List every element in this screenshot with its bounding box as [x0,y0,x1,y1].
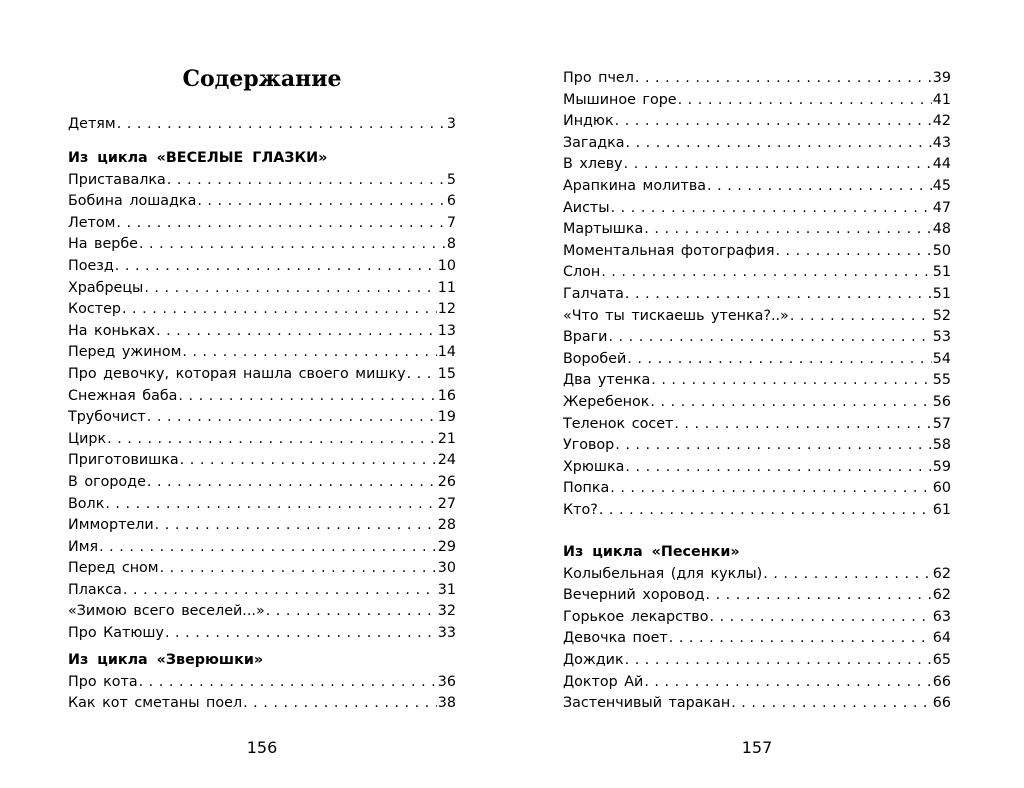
zveryushki-continued [563,68,951,521]
dot-leader [139,672,437,694]
contents-title: Содержание [182,66,342,92]
entry-page: 43 [932,134,951,151]
dot-leader [635,68,932,90]
toc-entry [563,414,951,436]
entry-title: Попка [563,480,610,497]
toc-entry [563,111,951,133]
toc-entry [563,327,951,349]
entry-title: Про девочку, которая нашла своего мишку [68,365,406,382]
entry-title: Загадка [563,134,625,151]
dot-leader [107,429,437,451]
dot-leader [625,650,932,672]
toc-entry [563,154,951,176]
entry-title: Перед сном [68,560,159,577]
dot-leader [651,370,932,392]
entry-title: Жеребенок [563,393,650,410]
toc-entry [68,407,456,429]
dot-leader [99,537,437,559]
dot-leader [180,450,437,472]
entry-title: На коньках [68,322,156,339]
entry-title: Приставалка [68,171,166,188]
entry-page: 24 [437,452,456,469]
page-number: 157 [741,738,773,757]
entry-title: Мышиное горе [563,91,677,108]
section-veselye-glazki [68,148,456,645]
entry-page: 38 [437,695,456,712]
entry-page: 39 [932,70,951,86]
entry-page: 26 [437,473,456,490]
entry-page: 62 [932,565,951,582]
dot-leader [243,693,437,715]
toc-entry [563,349,951,371]
entry-page: 19 [437,409,456,426]
entry-title: Застенчивый таракан [563,695,731,712]
entry-page: 61 [932,501,951,518]
entry-title: Снежная баба [68,387,178,404]
entry-page: 51 [932,285,951,302]
dot-leader [147,472,437,494]
entry-page: 57 [932,415,951,432]
toc-entry [68,580,456,602]
dot-leader [611,198,932,220]
entry-title: Перед ужином [68,344,182,361]
entry-page: 55 [932,372,951,389]
toc-entry [68,321,456,343]
toc-entry [68,429,456,451]
entry-page: 59 [932,458,951,475]
entry-title: «Зимою всего веселей...» [68,603,265,620]
dot-leader [105,494,436,516]
dot-leader [644,672,931,694]
toc-entry [68,693,456,715]
entry-title: Иммортели [68,517,154,534]
toc-entry [68,558,456,580]
entry-page: 7 [446,214,456,231]
dot-leader [599,500,932,522]
entry-title: Горькое лекарство [563,608,709,625]
toc-entry [68,170,456,192]
toc-entry [68,386,456,408]
toc-entry [68,278,456,300]
entry-list [68,170,456,645]
toc-entry [563,90,951,112]
toc-entry [68,114,456,136]
entry-title: В хлеву [563,156,623,173]
dot-leader [625,133,931,155]
toc-entry [68,601,456,623]
toc-entry [68,494,456,516]
toc-entry [563,500,951,522]
entry-title: Мартышка [563,221,644,238]
toc-entry [563,133,951,155]
dot-leader [123,580,437,602]
entry-title: На вербе [68,236,138,253]
entry-title: Волк [68,495,105,512]
entry-page: 21 [437,430,456,447]
toc-entry [563,672,951,694]
entry-page: 28 [437,517,456,534]
toc-entry [563,478,951,500]
entry-title: Уговор [563,437,615,454]
entry-page: 54 [932,350,951,367]
entry-page: 29 [437,538,456,555]
toc-entry [563,564,951,586]
dot-leader [763,564,932,586]
dot-leader [407,364,437,386]
toc-entry [68,450,456,472]
page-number: 156 [246,738,278,757]
dot-leader [182,342,436,364]
entry-list [563,68,951,521]
entry-page: 36 [437,673,456,690]
toc-entry [68,234,456,256]
dot-leader [610,478,932,500]
entry-title: Девочка поет [563,630,668,647]
entry-title: Плакса [68,581,122,598]
dot-leader [608,327,931,349]
entry-title: В огороде [68,473,146,490]
dot-leader [615,435,932,457]
entry-list [68,672,456,715]
top-entries [68,114,456,136]
toc-entry [563,219,951,241]
entry-title: Дождик [563,651,624,668]
entry-title: Хрюшка [563,458,625,475]
toc-entry [68,191,456,213]
toc-entry [563,241,951,263]
dot-leader [674,414,931,436]
entry-title: Враги [563,329,608,346]
section-zveryushki [68,650,456,715]
section-pesenki [563,542,951,715]
entry-title: Имя [68,538,99,555]
dot-leader [115,256,437,278]
toc-entry [563,370,951,392]
section-heading: Из цикла «Зверюшки» [68,652,264,668]
entry-page: 27 [437,495,456,512]
entry-list [563,564,951,715]
entry-page: 53 [932,329,951,346]
dot-leader [147,407,437,429]
toc-entry [563,650,951,672]
entry-page: 14 [437,344,456,361]
dot-leader [178,386,436,408]
toc-entry [68,537,456,559]
entry-page: 66 [932,673,951,690]
entry-page: 12 [437,301,456,318]
toc-entry [563,262,951,284]
entry-title: Вечерний хоровод [563,587,705,604]
dot-leader [650,392,931,414]
toc-entry [68,256,456,278]
dot-leader [167,170,446,192]
entry-page: 31 [437,581,456,598]
dot-leader [266,601,437,623]
entry-title: Доктор Ай [563,673,644,690]
toc-entry [68,213,456,235]
dot-leader [160,558,437,580]
dot-leader [625,457,931,479]
entry-page: 41 [932,91,951,108]
dot-leader [624,154,932,176]
entry-page: 33 [437,625,456,642]
dot-leader [156,321,437,343]
entry-page: 30 [437,560,456,577]
toc-entry [563,585,951,607]
entry-page: 42 [932,113,951,130]
entry-page: 8 [446,236,456,253]
entry-title: Про пчел [563,70,634,86]
entry-title: Аисты [563,199,610,216]
entry-page: 62 [932,587,951,604]
entry-title: Поезд [68,257,114,274]
toc-entry [68,623,456,645]
dot-leader [731,693,932,715]
entry-page: 56 [932,393,951,410]
dot-leader [615,111,932,133]
dot-leader [644,219,932,241]
entry-title: Воробей [563,350,627,367]
toc-entry [68,342,456,364]
entry-page: 48 [932,221,951,238]
dot-leader [706,585,932,607]
dot-leader [155,515,437,537]
dot-leader [139,234,446,256]
entry-title: Арапкина молитва [563,177,707,194]
entry-page: 5 [446,171,456,188]
entry-title: Два утенка [563,372,651,389]
dot-leader [790,306,932,328]
entry-title: Трубочист [68,409,146,426]
entry-title: Кто? [563,501,598,518]
entry-page: 32 [437,603,456,620]
toc-entry [563,607,951,629]
entry-page: 60 [932,480,951,497]
toc-entry [563,68,951,90]
entry-page: 13 [437,322,456,339]
dot-leader [678,90,932,112]
entry-title: Теленок сосет [563,415,674,432]
entry-page: 3 [446,116,456,132]
entry-page: 64 [932,630,951,647]
dot-leader [709,607,931,629]
entry-page: 47 [932,199,951,216]
toc-entry [68,364,456,386]
dot-leader [165,623,437,645]
entry-title: «Что ты тискаешь утенка?..» [563,307,789,324]
toc-entry [68,299,456,321]
entry-title: Про кота [68,673,138,690]
entry-title: Детям [68,116,116,132]
dot-leader [117,114,446,136]
entry-title: Цирк [68,430,107,447]
entry-title: Галчата [563,285,624,302]
toc-entry [563,435,951,457]
entry-page: 45 [932,177,951,194]
entry-title: Как кот сметаны поел [68,695,243,712]
entry-page: 58 [932,437,951,454]
entry-page: 66 [932,695,951,712]
entry-title: Индюк [563,113,614,130]
toc-entry [563,693,951,715]
toc-entry [563,628,951,650]
dot-leader [601,262,932,284]
entry-page: 15 [437,365,456,382]
entry-title: Колыбельная (для куклы) [563,565,763,582]
entry-page: 65 [932,651,951,668]
dot-leader [707,176,932,198]
entry-page: 44 [932,156,951,173]
dot-leader [775,241,931,263]
toc-entry [563,306,951,328]
entry-page: 16 [437,387,456,404]
dot-leader [669,628,932,650]
toc-entry [68,672,456,694]
entry-page: 50 [932,242,951,259]
section-heading: Из цикла «Песенки» [563,544,740,560]
toc-entry [563,176,951,198]
entry-page: 11 [437,279,456,296]
entry-title: Летом [68,214,116,231]
entry-page: 63 [932,608,951,625]
toc-entry [563,284,951,306]
toc-entry [563,198,951,220]
dot-leader [197,191,446,213]
dot-leader [116,213,445,235]
dot-leader [122,299,437,321]
entry-title: Про Катюшу [68,625,164,642]
entry-page: 51 [932,264,951,281]
toc-entry [68,515,456,537]
dot-leader [625,284,932,306]
toc-entry [563,392,951,414]
entry-title: Костер [68,301,121,318]
entry-page: 52 [932,307,951,324]
section-heading: Из цикла «ВЕСЕЛЫЕ ГЛАЗКИ» [68,150,328,166]
entry-page: 10 [437,257,456,274]
entry-title: Приготовишка [68,452,179,469]
entry-title: Слон [563,264,601,281]
entry-title: Моментальная фотография [563,242,775,259]
dot-leader [144,278,436,300]
toc-entry [563,457,951,479]
entry-page: 6 [446,193,456,210]
toc-entry [68,472,456,494]
dot-leader [627,349,932,371]
entry-title: Храбрецы [68,279,144,296]
entry-title: Бобина лошадка [68,193,197,210]
